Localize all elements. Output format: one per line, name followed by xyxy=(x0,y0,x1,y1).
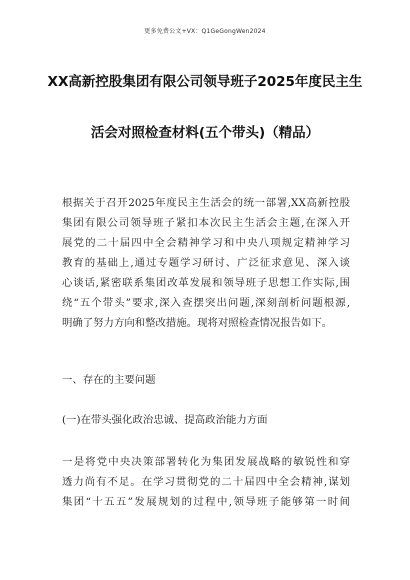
paragraph-line: 教育的基础上,通过专题学习研讨、广泛征求意见、深入谈 xyxy=(62,257,350,269)
section-heading: 一、存在的主要问题 xyxy=(62,374,156,386)
paragraph-line: 集团有限公司领导班子紧扣本次民主生活会主题,在深入开 xyxy=(62,217,350,229)
paragraph-line: 绕“五个带头”要求,深入查摆突出问题,深刻剖析问题根源, xyxy=(62,297,350,309)
document-title-line-2: 活会对照检查材料(五个带头)（精品） xyxy=(90,125,320,141)
subsection-heading: (一)在带头强化政治忠诚、提高政治能力方面 xyxy=(62,414,268,426)
paragraph-line: 心谈话,紧密联系集团改革发展和领导班子思想工作实际,围 xyxy=(62,277,350,289)
body-paragraph xyxy=(62,452,350,512)
paragraph-line: 集团“十五五”发展规划的过程中,领导班子能够第一时间 xyxy=(62,496,350,508)
intro-paragraph xyxy=(62,193,350,333)
header-note: 更多免费公文+VX：Q1GeGongWen2024 xyxy=(144,28,266,35)
paragraph-line: 透力尚有不足。在学习贯彻党的二十届四中全会精神,谋划 xyxy=(62,476,350,488)
paragraph-line: 一是将党中央决策部署转化为集团发展战略的敏锐性和穿 xyxy=(62,456,350,468)
paragraph-line: 展党的二十届四中全会精神学习和中央八项规定精神学习 xyxy=(62,237,350,249)
document-title-line-1: XX高新控股集团有限公司领导班子2025年度民主生 xyxy=(47,74,363,90)
paragraph-line: 根据关于召开2025年度民主生活会的统一部署,XX高新控股 xyxy=(62,197,350,209)
paragraph-line: 明确了努力方向和整改措施。现将对照检查情况报告如下。 xyxy=(62,317,333,329)
